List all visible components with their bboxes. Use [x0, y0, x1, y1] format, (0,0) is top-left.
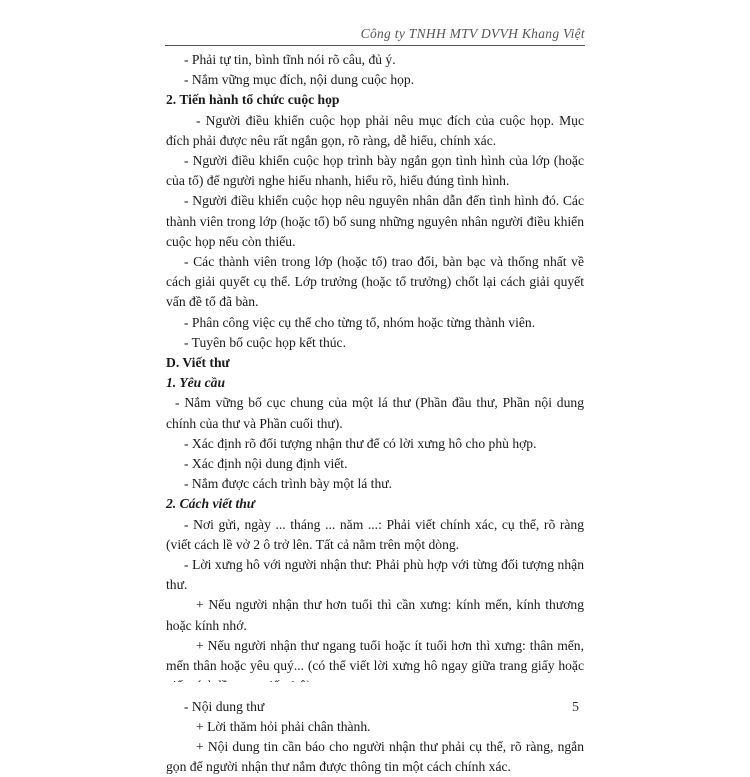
- paragraph: - Người điều khiển cuộc họp trình bày ngắn gọn tình hình của lớp (hoặc của tổ) để người nghe hiểu nhanh, hiểu rõ, hiểu đúng tình hình.: [166, 153, 584, 189]
- paragraph: - Tuyên bố cuộc họp kết thúc.: [184, 334, 346, 350]
- header-rule: [165, 45, 585, 46]
- paragraph: - Xác định nội dung định viết.: [184, 456, 348, 472]
- section-heading: 1. Yêu cầu: [166, 375, 226, 391]
- page-crop-mask: [166, 682, 584, 696]
- section-heading: D. Viết thư: [166, 355, 230, 371]
- paragraph: - Xác định rõ đối tượng nhận thư để có lời xưng hô cho phù hợp.: [184, 435, 537, 451]
- running-header: Công ty TNHH MTV DVVH Khang Việt: [360, 26, 585, 41]
- page-number: 5: [572, 700, 579, 715]
- paragraph: - Nơi gửi, ngày ... tháng ... năm ...: Phải viết chính xác, cụ thể, rõ ràng (viết cách lề vở 2 ô trở lên. Tất cả nằm trên một dòng.: [166, 516, 584, 552]
- paragraph: + Nếu người nhận thư hơn tuổi thì cần xưng: kính mến, kính thương hoặc kính nhớ.: [166, 597, 584, 633]
- paragraph: - Người điều khiển cuộc họp phải nêu mục đích của cuộc họp. Mục đích phải được nêu rất ngắn gọn, rõ ràng, dễ hiểu, chính xác.: [166, 112, 584, 148]
- paragraph: - Nắm vững bố cục chung của một lá thư (Phần đầu thư, Phần nội dung chính của thư và Phần cuối thư).: [166, 395, 584, 431]
- paragraph: + Lời thăm hỏi phải chân thành.: [196, 718, 371, 734]
- paragraph: - Phân công việc cụ thể cho từng tổ, nhóm hoặc từng thành viên.: [184, 314, 536, 330]
- paragraph: + Nội dung tin cần báo cho người nhận thư phải cụ thể, rõ ràng, ngắn gọn để người nhận thư nắm được thông tin một cách chính xác.: [166, 738, 584, 775]
- paragraph: - Nắm được cách trình bày một lá thư.: [184, 476, 393, 492]
- paragraph: - Nội dung thư: [184, 698, 265, 714]
- section-heading: 2. Tiến hành tổ chức cuộc họp: [166, 92, 340, 108]
- paragraph: - Lời xưng hô với người nhận thư: Phải phù hợp với từng đối tượng nhận thư.: [166, 557, 584, 593]
- paragraph: - Người điều khiển cuộc họp nêu nguyên nhân dẫn đến tình hình đó. Các thành viên trong lớp (hoặc tổ) bổ sung những nguyên nhân người điều khiển cuộc họp nếu còn thiếu.: [166, 193, 584, 249]
- page-body: [166, 50, 584, 777]
- paragraph: - Các thành viên trong lớp (hoặc tổ) trao đổi, bàn bạc và thống nhất về cách giải quyết cụ thể. Lớp trưởng (hoặc tổ trưởng) chốt lại cách giải quyết vấn đề tổ đã bàn.: [166, 254, 584, 310]
- paragraph: - Nắm vững mục đích, nội dung cuộc họp.: [184, 72, 415, 88]
- paragraph: + Nếu người nhận thư ngang tuổi hoặc ít tuổi hơn thì xưng: thân mến, mến thân hoặc yêu quý... (có thể viết lời xưng hô ngay giữa trang giấy hoặc: [166, 637, 584, 674]
- paragraph: - Phải tự tin, bình tĩnh nói rõ câu, đủ ý.: [184, 52, 396, 67]
- section-heading: 2. Cách viết thư: [166, 496, 255, 512]
